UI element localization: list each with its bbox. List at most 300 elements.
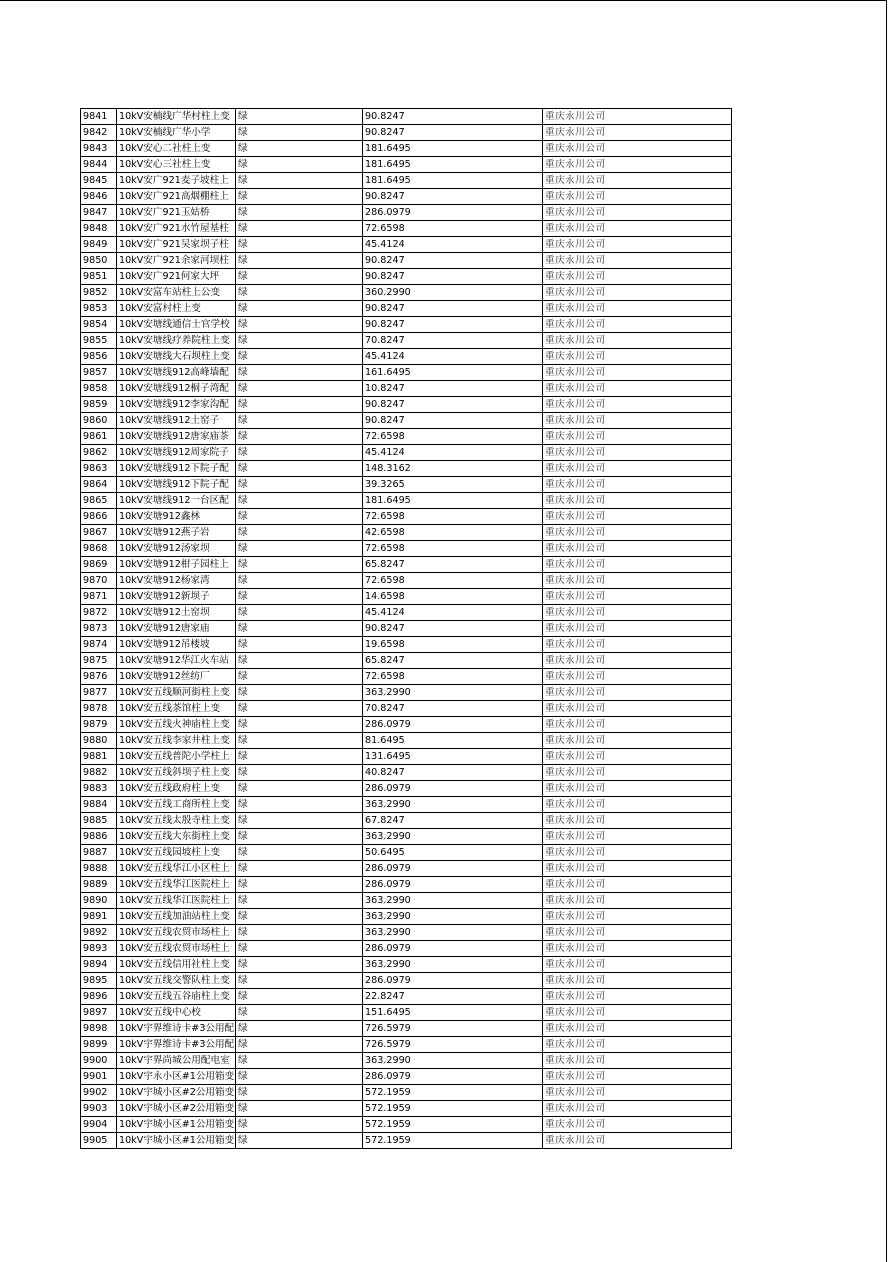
row-id-cell: 9893 — [81, 941, 117, 957]
row-color-cell: 绿 — [236, 909, 363, 925]
row-color-cell: 绿 — [236, 525, 363, 541]
row-id-cell: 9890 — [81, 893, 117, 909]
table-row — [81, 237, 732, 253]
row-color-cell: 绿 — [236, 1037, 363, 1053]
table-row — [81, 253, 732, 269]
row-color-cell: 绿 — [236, 493, 363, 509]
row-company-cell: 重庆永川公司 — [543, 861, 732, 877]
row-value-cell: 151.6495 — [363, 1005, 543, 1021]
table-row — [81, 349, 732, 365]
row-name-cell: 10kV安五线普陀小学柱上 — [117, 749, 236, 765]
table-row — [81, 445, 732, 461]
row-name-cell: 10kV安五线斜坝子柱上变 — [117, 765, 236, 781]
row-color-cell: 绿 — [236, 685, 363, 701]
row-color-cell: 绿 — [236, 893, 363, 909]
row-name-cell: 10kV安富村柱上变 — [117, 301, 236, 317]
row-value-cell: 363.2990 — [363, 909, 543, 925]
table-row — [81, 1021, 732, 1037]
row-company-cell: 重庆永川公司 — [543, 541, 732, 557]
page-top-border — [0, 0, 886, 1]
row-value-cell: 572.1959 — [363, 1133, 543, 1149]
row-id-cell: 9880 — [81, 733, 117, 749]
row-company-cell: 重庆永川公司 — [543, 1053, 732, 1069]
row-id-cell: 9854 — [81, 317, 117, 333]
table-row — [81, 525, 732, 541]
row-id-cell: 9855 — [81, 333, 117, 349]
table-row — [81, 813, 732, 829]
row-id-cell: 9845 — [81, 173, 117, 189]
row-id-cell: 9873 — [81, 621, 117, 637]
row-id-cell: 9895 — [81, 973, 117, 989]
table-row — [81, 845, 732, 861]
row-name-cell: 10kV宇城小区#1公用箱变 — [117, 1117, 236, 1133]
row-id-cell: 9869 — [81, 557, 117, 573]
row-name-cell: 10kV安五线顺河街柱上变 — [117, 685, 236, 701]
row-value-cell: 70.8247 — [363, 333, 543, 349]
row-name-cell: 10kV安塘912燕子岩 — [117, 525, 236, 541]
row-color-cell: 绿 — [236, 221, 363, 237]
row-color-cell: 绿 — [236, 237, 363, 253]
row-name-cell: 10kV安五线加油站柱上变 — [117, 909, 236, 925]
row-name-cell: 10kV安广921余家河坝柱 — [117, 253, 236, 269]
row-company-cell: 重庆永川公司 — [543, 941, 732, 957]
row-id-cell: 9853 — [81, 301, 117, 317]
row-name-cell: 10kV宇城小区#1公用箱变 — [117, 1133, 236, 1149]
row-id-cell: 9875 — [81, 653, 117, 669]
table-row — [81, 925, 732, 941]
row-company-cell: 重庆永川公司 — [543, 765, 732, 781]
row-value-cell: 39.3265 — [363, 477, 543, 493]
row-id-cell: 9842 — [81, 125, 117, 141]
row-value-cell: 90.8247 — [363, 253, 543, 269]
row-color-cell: 绿 — [236, 1005, 363, 1021]
row-id-cell: 9881 — [81, 749, 117, 765]
row-name-cell: 10kV安塘线912周家院子 — [117, 445, 236, 461]
row-value-cell: 14.6598 — [363, 589, 543, 605]
row-company-cell: 重庆永川公司 — [543, 573, 732, 589]
row-name-cell: 10kV安五线太殷寺柱上变 — [117, 813, 236, 829]
row-name-cell: 10kV安五线五谷庙柱上变 — [117, 989, 236, 1005]
row-company-cell: 重庆永川公司 — [543, 637, 732, 653]
row-value-cell: 72.6598 — [363, 429, 543, 445]
row-id-cell: 9891 — [81, 909, 117, 925]
row-color-cell: 绿 — [236, 589, 363, 605]
row-id-cell: 9849 — [81, 237, 117, 253]
row-value-cell: 363.2990 — [363, 925, 543, 941]
row-value-cell: 90.8247 — [363, 397, 543, 413]
table-row — [81, 317, 732, 333]
row-color-cell: 绿 — [236, 461, 363, 477]
row-id-cell: 9850 — [81, 253, 117, 269]
table-row — [81, 285, 732, 301]
row-value-cell: 90.8247 — [363, 621, 543, 637]
row-company-cell: 重庆永川公司 — [543, 1005, 732, 1021]
row-id-cell: 9860 — [81, 413, 117, 429]
row-id-cell: 9882 — [81, 765, 117, 781]
row-company-cell: 重庆永川公司 — [543, 1069, 732, 1085]
row-value-cell: 90.8247 — [363, 301, 543, 317]
row-name-cell: 10kV安塘912杨家湾 — [117, 573, 236, 589]
row-color-cell: 绿 — [236, 141, 363, 157]
row-color-cell: 绿 — [236, 797, 363, 813]
row-name-cell: 10kV安五线华江小区柱上 — [117, 861, 236, 877]
table-row — [81, 509, 732, 525]
row-name-cell: 10kV安塘线912桐子湾配 — [117, 381, 236, 397]
table-row — [81, 941, 732, 957]
row-id-cell: 9865 — [81, 493, 117, 509]
row-id-cell: 9889 — [81, 877, 117, 893]
table-row — [81, 1069, 732, 1085]
row-name-cell: 10kV安五线政府柱上变 — [117, 781, 236, 797]
row-company-cell: 重庆永川公司 — [543, 1037, 732, 1053]
row-company-cell: 重庆永川公司 — [543, 397, 732, 413]
row-company-cell: 重庆永川公司 — [543, 893, 732, 909]
row-id-cell: 9843 — [81, 141, 117, 157]
row-color-cell: 绿 — [236, 1085, 363, 1101]
row-value-cell: 90.8247 — [363, 413, 543, 429]
row-id-cell: 9856 — [81, 349, 117, 365]
row-color-cell: 绿 — [236, 189, 363, 205]
row-name-cell: 10kV安塘线912土窑子 — [117, 413, 236, 429]
row-color-cell: 绿 — [236, 989, 363, 1005]
row-id-cell: 9898 — [81, 1021, 117, 1037]
row-id-cell: 9878 — [81, 701, 117, 717]
table-row — [81, 365, 732, 381]
row-color-cell: 绿 — [236, 1053, 363, 1069]
row-name-cell: 10kV安五线工商所柱上变 — [117, 797, 236, 813]
row-company-cell: 重庆永川公司 — [543, 285, 732, 301]
row-name-cell: 10kV安塘线912唐家庙茶 — [117, 429, 236, 445]
row-name-cell: 10kV安塘线疗养院柱上变 — [117, 333, 236, 349]
row-value-cell: 42.6598 — [363, 525, 543, 541]
row-id-cell: 9901 — [81, 1069, 117, 1085]
row-name-cell: 10kV安塘线大石坝柱上变 — [117, 349, 236, 365]
row-id-cell: 9885 — [81, 813, 117, 829]
row-company-cell: 重庆永川公司 — [543, 253, 732, 269]
row-name-cell: 10kV安富车站柱上公变 — [117, 285, 236, 301]
row-value-cell: 72.6598 — [363, 573, 543, 589]
data-table — [80, 108, 732, 1149]
row-name-cell: 10kV安五线李家井柱上变 — [117, 733, 236, 749]
table-row — [81, 749, 732, 765]
table-row — [81, 109, 732, 125]
row-name-cell: 10kV安塘线912一台区配 — [117, 493, 236, 509]
table-row — [81, 461, 732, 477]
table-row — [81, 861, 732, 877]
row-color-cell: 绿 — [236, 557, 363, 573]
row-color-cell: 绿 — [236, 285, 363, 301]
row-company-cell: 重庆永川公司 — [543, 829, 732, 845]
table-row — [81, 765, 732, 781]
row-id-cell: 9863 — [81, 461, 117, 477]
row-value-cell: 572.1959 — [363, 1117, 543, 1133]
row-company-cell: 重庆永川公司 — [543, 173, 732, 189]
row-name-cell: 10kV安塘线912高峰墙配 — [117, 365, 236, 381]
row-id-cell: 9884 — [81, 797, 117, 813]
row-company-cell: 重庆永川公司 — [543, 813, 732, 829]
row-company-cell: 重庆永川公司 — [543, 925, 732, 941]
row-color-cell: 绿 — [236, 381, 363, 397]
row-company-cell: 重庆永川公司 — [543, 365, 732, 381]
row-color-cell: 绿 — [236, 925, 363, 941]
row-id-cell: 9864 — [81, 477, 117, 493]
row-value-cell: 148.3162 — [363, 461, 543, 477]
row-color-cell: 绿 — [236, 253, 363, 269]
row-value-cell: 72.6598 — [363, 541, 543, 557]
row-company-cell: 重庆永川公司 — [543, 141, 732, 157]
row-value-cell: 72.6598 — [363, 669, 543, 685]
table-row — [81, 797, 732, 813]
row-value-cell: 90.8247 — [363, 125, 543, 141]
row-name-cell: 10kV安五线华江医院柱上 — [117, 877, 236, 893]
row-id-cell: 9904 — [81, 1117, 117, 1133]
row-id-cell: 9862 — [81, 445, 117, 461]
row-id-cell: 9872 — [81, 605, 117, 621]
row-color-cell: 绿 — [236, 413, 363, 429]
row-value-cell: 286.0979 — [363, 861, 543, 877]
row-value-cell: 363.2990 — [363, 893, 543, 909]
row-company-cell: 重庆永川公司 — [543, 1101, 732, 1117]
row-color-cell: 绿 — [236, 1133, 363, 1149]
table-row — [81, 477, 732, 493]
row-company-cell: 重庆永川公司 — [543, 109, 732, 125]
row-name-cell: 10kV安五线火神庙柱上变 — [117, 717, 236, 733]
row-color-cell: 绿 — [236, 445, 363, 461]
table-row — [81, 125, 732, 141]
row-name-cell: 10kV安塘线通信士官学校 — [117, 317, 236, 333]
row-company-cell: 重庆永川公司 — [543, 653, 732, 669]
row-color-cell: 绿 — [236, 717, 363, 733]
row-id-cell: 9852 — [81, 285, 117, 301]
row-color-cell: 绿 — [236, 1117, 363, 1133]
row-name-cell: 10kV安塘线912李家沟配 — [117, 397, 236, 413]
row-name-cell: 10kV宇城小区#2公用箱变 — [117, 1085, 236, 1101]
table-row — [81, 493, 732, 509]
row-company-cell: 重庆永川公司 — [543, 493, 732, 509]
row-id-cell: 9902 — [81, 1085, 117, 1101]
row-name-cell: 10kV安五线大东街柱上变 — [117, 829, 236, 845]
row-value-cell: 45.4124 — [363, 237, 543, 253]
row-value-cell: 131.6495 — [363, 749, 543, 765]
row-name-cell: 10kV安广921何家大坪 — [117, 269, 236, 285]
row-company-cell: 重庆永川公司 — [543, 269, 732, 285]
row-name-cell: 10kV宇城小区#2公用箱变 — [117, 1101, 236, 1117]
row-company-cell: 重庆永川公司 — [543, 429, 732, 445]
row-color-cell: 绿 — [236, 429, 363, 445]
row-color-cell: 绿 — [236, 941, 363, 957]
row-color-cell: 绿 — [236, 541, 363, 557]
row-id-cell: 9846 — [81, 189, 117, 205]
row-color-cell: 绿 — [236, 125, 363, 141]
row-id-cell: 9888 — [81, 861, 117, 877]
row-color-cell: 绿 — [236, 301, 363, 317]
row-name-cell: 10kV安广921高烟棚柱上 — [117, 189, 236, 205]
table-row — [81, 733, 732, 749]
table-row — [81, 909, 732, 925]
row-color-cell: 绿 — [236, 973, 363, 989]
row-name-cell: 10kV安五线信用社柱上变 — [117, 957, 236, 973]
row-company-cell: 重庆永川公司 — [543, 381, 732, 397]
row-value-cell: 90.8247 — [363, 317, 543, 333]
table-row — [81, 701, 732, 717]
row-company-cell: 重庆永川公司 — [543, 797, 732, 813]
row-name-cell: 10kV安塘912丝纺厂 — [117, 669, 236, 685]
row-name-cell: 10kV宇界尚城公用配电室 — [117, 1053, 236, 1069]
row-company-cell: 重庆永川公司 — [543, 189, 732, 205]
row-name-cell: 10kV安五线园坡柱上变 — [117, 845, 236, 861]
row-color-cell: 绿 — [236, 829, 363, 845]
row-color-cell: 绿 — [236, 733, 363, 749]
row-company-cell: 重庆永川公司 — [543, 749, 732, 765]
row-color-cell: 绿 — [236, 317, 363, 333]
table-row — [81, 573, 732, 589]
row-value-cell: 363.2990 — [363, 797, 543, 813]
row-id-cell: 9899 — [81, 1037, 117, 1053]
row-color-cell: 绿 — [236, 765, 363, 781]
row-company-cell: 重庆永川公司 — [543, 1133, 732, 1149]
row-color-cell: 绿 — [236, 701, 363, 717]
table-row — [81, 621, 732, 637]
row-value-cell: 363.2990 — [363, 957, 543, 973]
row-value-cell: 181.6495 — [363, 141, 543, 157]
row-value-cell: 19.6598 — [363, 637, 543, 653]
row-value-cell: 45.4124 — [363, 445, 543, 461]
row-company-cell: 重庆永川公司 — [543, 157, 732, 173]
row-company-cell: 重庆永川公司 — [543, 685, 732, 701]
table-row — [81, 1117, 732, 1133]
row-id-cell: 9886 — [81, 829, 117, 845]
row-id-cell: 9859 — [81, 397, 117, 413]
row-value-cell: 81.6495 — [363, 733, 543, 749]
table-row — [81, 541, 732, 557]
row-value-cell: 286.0979 — [363, 781, 543, 797]
row-company-cell: 重庆永川公司 — [543, 221, 732, 237]
row-value-cell: 40.8247 — [363, 765, 543, 781]
row-id-cell: 9841 — [81, 109, 117, 125]
table-row — [81, 957, 732, 973]
row-value-cell: 50.6495 — [363, 845, 543, 861]
row-name-cell: 10kV安心三社柱上变 — [117, 157, 236, 173]
row-company-cell: 重庆永川公司 — [543, 525, 732, 541]
row-company-cell: 重庆永川公司 — [543, 845, 732, 861]
row-value-cell: 67.8247 — [363, 813, 543, 829]
row-value-cell: 70.8247 — [363, 701, 543, 717]
row-value-cell: 286.0979 — [363, 1069, 543, 1085]
row-color-cell: 绿 — [236, 877, 363, 893]
row-color-cell: 绿 — [236, 957, 363, 973]
row-company-cell: 重庆永川公司 — [543, 301, 732, 317]
row-value-cell: 363.2990 — [363, 1053, 543, 1069]
row-name-cell: 10kV安塘912柑子园柱上 — [117, 557, 236, 573]
row-company-cell: 重庆永川公司 — [543, 509, 732, 525]
row-company-cell: 重庆永川公司 — [543, 237, 732, 253]
row-value-cell: 72.6598 — [363, 509, 543, 525]
row-color-cell: 绿 — [236, 269, 363, 285]
row-company-cell: 重庆永川公司 — [543, 477, 732, 493]
table-row — [81, 429, 732, 445]
row-color-cell: 绿 — [236, 1101, 363, 1117]
row-color-cell: 绿 — [236, 669, 363, 685]
row-id-cell: 9877 — [81, 685, 117, 701]
table-row — [81, 205, 732, 221]
row-value-cell: 360.2990 — [363, 285, 543, 301]
table-row — [81, 1053, 732, 1069]
row-color-cell: 绿 — [236, 173, 363, 189]
row-value-cell: 90.8247 — [363, 109, 543, 125]
row-color-cell: 绿 — [236, 605, 363, 621]
row-company-cell: 重庆永川公司 — [543, 349, 732, 365]
table-row — [81, 685, 732, 701]
row-name-cell: 10kV安塘912鑫林 — [117, 509, 236, 525]
row-company-cell: 重庆永川公司 — [543, 957, 732, 973]
row-company-cell: 重庆永川公司 — [543, 205, 732, 221]
row-value-cell: 90.8247 — [363, 189, 543, 205]
page-right-border — [886, 0, 887, 1262]
row-id-cell: 9874 — [81, 637, 117, 653]
row-name-cell: 10kV宇永小区#1公用箱变 — [117, 1069, 236, 1085]
row-id-cell: 9892 — [81, 925, 117, 941]
row-value-cell: 10.8247 — [363, 381, 543, 397]
row-name-cell: 10kV安塘912新坝子 — [117, 589, 236, 605]
row-value-cell: 65.8247 — [363, 653, 543, 669]
table-row — [81, 301, 732, 317]
row-value-cell: 181.6495 — [363, 173, 543, 189]
row-value-cell: 45.4124 — [363, 605, 543, 621]
row-value-cell: 45.4124 — [363, 349, 543, 365]
row-name-cell: 10kV安五线华江医院柱上 — [117, 893, 236, 909]
row-color-cell: 绿 — [236, 621, 363, 637]
row-value-cell: 181.6495 — [363, 157, 543, 173]
row-company-cell: 重庆永川公司 — [543, 1085, 732, 1101]
row-company-cell: 重庆永川公司 — [543, 909, 732, 925]
row-id-cell: 9847 — [81, 205, 117, 221]
row-id-cell: 9871 — [81, 589, 117, 605]
table-row — [81, 1005, 732, 1021]
row-company-cell: 重庆永川公司 — [543, 589, 732, 605]
table-row — [81, 605, 732, 621]
row-value-cell: 286.0979 — [363, 877, 543, 893]
row-id-cell: 9883 — [81, 781, 117, 797]
row-company-cell: 重庆永川公司 — [543, 461, 732, 477]
row-color-cell: 绿 — [236, 205, 363, 221]
row-color-cell: 绿 — [236, 365, 363, 381]
row-company-cell: 重庆永川公司 — [543, 733, 732, 749]
row-color-cell: 绿 — [236, 397, 363, 413]
row-id-cell: 9844 — [81, 157, 117, 173]
row-value-cell: 286.0979 — [363, 205, 543, 221]
row-value-cell: 363.2990 — [363, 829, 543, 845]
row-name-cell: 10kV安楠线广华小学 — [117, 125, 236, 141]
row-color-cell: 绿 — [236, 813, 363, 829]
row-color-cell: 绿 — [236, 1069, 363, 1085]
table-row — [81, 141, 732, 157]
table-row — [81, 381, 732, 397]
row-name-cell: 10kV安塘912华江火车站 — [117, 653, 236, 669]
table-row — [81, 397, 732, 413]
row-value-cell: 65.8247 — [363, 557, 543, 573]
row-company-cell: 重庆永川公司 — [543, 317, 732, 333]
table-row — [81, 653, 732, 669]
row-value-cell: 286.0979 — [363, 941, 543, 957]
row-name-cell: 10kV安五线中心校 — [117, 1005, 236, 1021]
row-name-cell: 10kV安广921玉姑桥 — [117, 205, 236, 221]
table-row — [81, 829, 732, 845]
row-company-cell: 重庆永川公司 — [543, 701, 732, 717]
table-row — [81, 1037, 732, 1053]
row-value-cell: 22.8247 — [363, 989, 543, 1005]
row-id-cell: 9894 — [81, 957, 117, 973]
table-row — [81, 269, 732, 285]
